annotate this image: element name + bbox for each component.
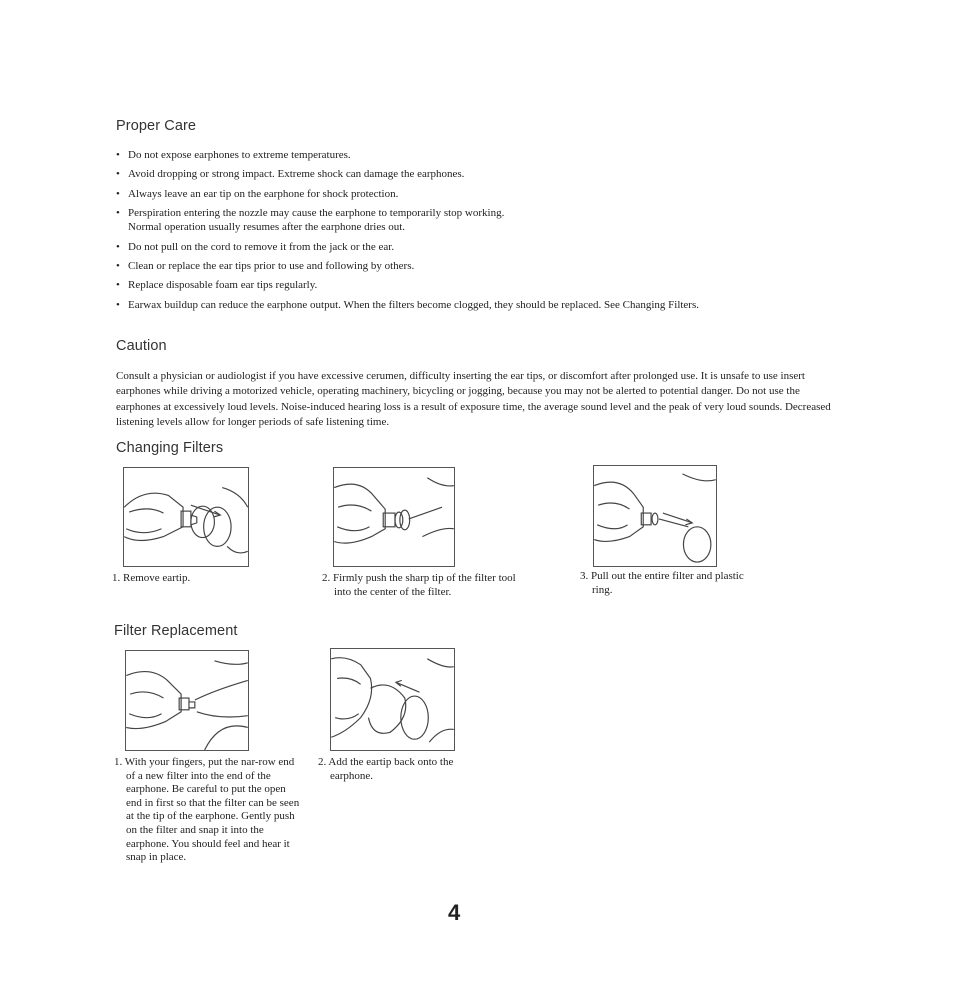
bullet-icon: •: [116, 298, 120, 311]
add-eartip-illustration: [330, 648, 455, 751]
list-item: • Do not expose earphones to extreme temperatures.: [116, 149, 351, 161]
page-number: 4: [448, 900, 461, 925]
caution-text: Consult a physician or audiologist if you have excessive cerumen, difficulty inserting the ear tips, or discomfort after prolonged use. It is unsafe to use insert earphones while driving a motorized vehicle, operating machinery, bicycling or jogging, because you may not be alerted to potential danger. Do not use the earphones at excessively loud levels. Noise-induced hearing loss is a result of exposure time, the average sound level and the peak of very loud sounds. Decreased listening levels allow for longer periods of safe listening time.: [116, 370, 831, 429]
changing-filters-step-2: 2. Firmly push the sharp tip of the filter tool into the center of the filter.: [322, 572, 516, 598]
bullet-icon: •: [116, 149, 120, 161]
list-item: • Always leave an ear tip on the earphone for shock protection.: [116, 187, 399, 200]
filter-replacement-step-1: 1. With your fingers, put the nar-row end of a new filter into the end of the earphone. Be careful to put the open end in first so that the filter can be seen at the tip of the earphone. Gently push on the filter and snap it into the earphone. You should feel and hear it snap in place.: [114, 756, 300, 864]
list-item: • Do not pull on the cord to remove it from the jack or the ear.: [116, 240, 395, 253]
list-item: • Clean or replace the ear tips prior to use and following by others.: [116, 259, 415, 272]
filter-replacement-step-2: 2. Add the eartip back onto the earphone.: [318, 756, 454, 782]
bullet-icon: •: [116, 187, 120, 200]
push-filter-tool-illustration: [333, 467, 455, 567]
proper-care-heading: Proper Care: [116, 118, 197, 134]
bullet-icon: •: [116, 206, 120, 219]
list-item: • Replace disposable foam ear tips regularly.: [116, 279, 318, 292]
remove-eartip-illustration: [123, 467, 249, 567]
changing-filters-step-1: 1. Remove eartip.: [112, 572, 191, 584]
proper-care-list: [116, 148, 836, 317]
filter-replacement-heading: Filter Replacement: [114, 623, 238, 639]
bullet-icon: •: [116, 259, 120, 272]
changing-filters-heading: Changing Filters: [116, 440, 224, 456]
bullet-icon: •: [116, 168, 120, 181]
caution-heading: Caution: [116, 338, 167, 354]
changing-filters-step-3: 3. Pull out the entire filter and plastic ring.: [580, 570, 744, 596]
list-item: • Earwax buildup can reduce the earphone output. When the filters become clogged, they should be replaced. See Changing Filters.: [116, 298, 700, 311]
list-item: • Perspiration entering the nozzle may cause the earphone to temporarily stop working. Normal operation usually resumes after the earphone dries out.: [116, 206, 505, 234]
pull-out-filter-illustration: [593, 465, 717, 567]
bullet-icon: •: [116, 279, 120, 292]
insert-new-filter-illustration: [125, 650, 249, 751]
bullet-icon: •: [116, 240, 120, 253]
list-item: • Avoid dropping or strong impact. Extreme shock can damage the earphones.: [116, 168, 465, 181]
